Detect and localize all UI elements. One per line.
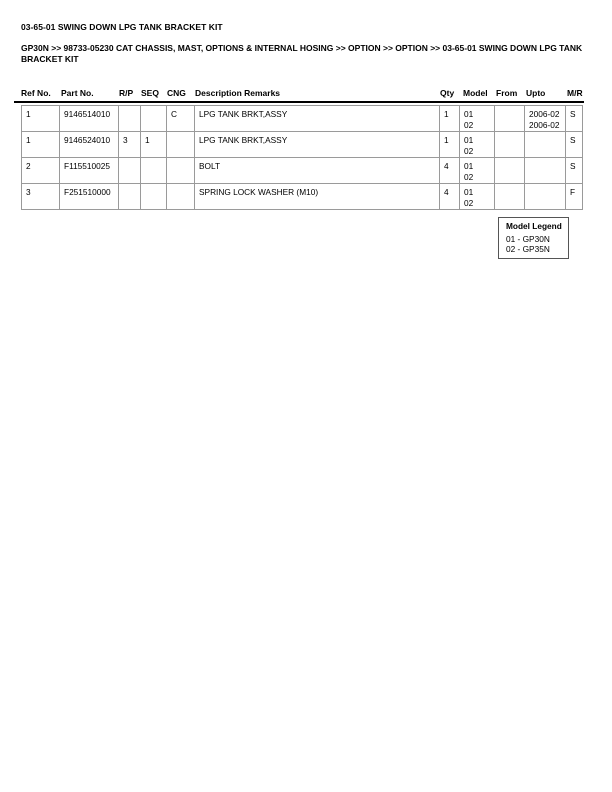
model-legend-entry: 01 - GP30N [506,234,550,244]
description-cell: BOLT [195,158,440,184]
model-legend [498,217,569,259]
from-cell [495,158,525,184]
ref-cell: 1 [22,106,60,132]
model-line: 02 [464,120,474,130]
description-cell: SPRING LOCK WASHER (M10) [195,184,440,210]
rp-cell [119,158,141,184]
seq-cell [141,158,167,184]
mr-cell: F [566,184,583,210]
cng-cell: C [167,106,195,132]
col-header-model: Model [463,88,488,98]
cng-cell [167,184,195,210]
col-header-from: From [496,88,518,98]
ref-cell: 1 [22,132,60,158]
part-number-cell: F115510025 [60,158,119,184]
upto-cell [525,132,566,158]
model-cell [460,132,495,158]
seq-cell [141,184,167,210]
description-cell: LPG TANK BRKT,ASSY [195,132,440,158]
breadcrumb: GP30N >> 98733-05230 CAT CHASSIS, MAST, OPTIONS & INTERNAL HOSING >> OPTION >> OPTION >> 03-65-01 SWING DOWN LPG TANK BRACKET KIT [21,43,583,64]
col-header-mr: M/R [567,88,583,98]
model-legend-entry: 02 - GP35N [506,244,550,254]
table-row [22,184,583,210]
col-header-desc: Description Remarks [195,88,281,98]
page-title: 03-65-01 SWING DOWN LPG TANK BRACKET KIT [21,22,223,32]
table-row [22,132,583,158]
qty-cell: 4 [440,184,460,210]
col-header-part: Part No. [61,88,94,98]
qty-cell: 1 [440,132,460,158]
cng-cell [167,158,195,184]
upto-cell [525,184,566,210]
model-line: 01 [464,161,474,171]
part-number-cell: 9146514010 [60,106,119,132]
qty-cell: 4 [440,158,460,184]
col-header-ref: Ref No. [21,88,51,98]
mr-cell: S [566,158,583,184]
description-cell: LPG TANK BRKT,ASSY [195,106,440,132]
cng-cell [167,132,195,158]
upto-cell [525,106,566,132]
model-line: 02 [464,172,474,182]
col-header-rp: R/P [119,88,134,98]
upto-line: 2006-02 [529,109,560,119]
col-header-cng: CNG [167,88,186,98]
ref-cell: 3 [22,184,60,210]
rp-cell [119,184,141,210]
table-row [22,106,583,132]
model-cell [460,106,495,132]
model-line: 01 [464,135,474,145]
seq-cell: 1 [141,132,167,158]
model-line: 01 [464,187,474,197]
model-legend-title: Model Legend [506,221,562,231]
model-line: 02 [464,146,474,156]
qty-cell: 1 [440,106,460,132]
from-cell [495,106,525,132]
col-header-qty: Qty [440,88,455,98]
from-cell [495,184,525,210]
part-number-cell: 9146524010 [60,132,119,158]
seq-cell [141,106,167,132]
rp-cell: 3 [119,132,141,158]
part-number-cell: F251510000 [60,184,119,210]
from-cell [495,132,525,158]
col-header-seq: SEQ [141,88,159,98]
ref-cell: 2 [22,158,60,184]
model-cell [460,158,495,184]
parts-table [21,105,583,210]
model-line: 01 [464,109,474,119]
model-cell [460,184,495,210]
model-line: 02 [464,198,474,208]
col-header-upto: Upto [526,88,546,98]
upto-cell [525,158,566,184]
rp-cell [119,106,141,132]
table-row [22,158,583,184]
upto-line: 2006-02 [529,120,560,130]
header-divider [14,101,584,103]
mr-cell: S [566,132,583,158]
mr-cell: S [566,106,583,132]
